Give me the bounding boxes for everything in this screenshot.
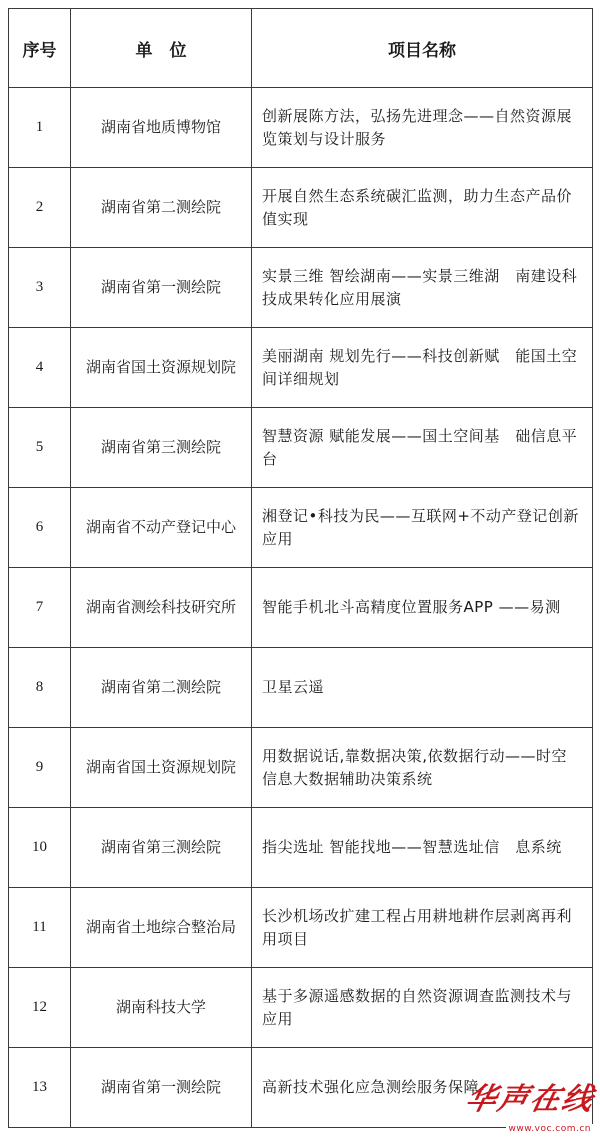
row-number: 3 [9, 248, 71, 328]
row-unit: 湖南省第三测绘院 [71, 408, 252, 488]
project-name-text: 创新展陈方法，弘扬先进理念——自然资源展览策划与设计服务 [262, 106, 573, 148]
header-no: 序号 [9, 9, 71, 88]
row-number: 8 [9, 648, 71, 728]
row-number: 2 [9, 168, 71, 248]
row-unit: 湖南省第三测绘院 [71, 808, 252, 888]
row-number: 12 [9, 968, 71, 1048]
table-row [9, 568, 593, 648]
table-row [9, 728, 593, 808]
row-unit: 湖南省地质博物馆 [71, 88, 252, 168]
project-table-container [8, 8, 592, 1128]
table-row [9, 808, 593, 888]
row-number: 10 [9, 808, 71, 888]
project-name-text: 用数据说话,靠数据决策,依数据行动——时空信息大数据辅助决策系统 [262, 746, 568, 788]
watermark-url: www.voc.com.cn [506, 1124, 595, 1134]
row-unit: 湖南科技大学 [71, 968, 252, 1048]
row-number: 9 [9, 728, 71, 808]
project-name-text: 实景三维 智绘湖南——实景三维湖 南建设科技成果转化应用展演 [262, 266, 578, 308]
project-name-text: 指尖选址 智能找地——智慧选址信 息系统 [262, 838, 562, 856]
row-project-name [252, 568, 593, 648]
row-project-name [252, 168, 593, 248]
row-number: 6 [9, 488, 71, 568]
row-unit: 湖南省国土资源规划院 [71, 328, 252, 408]
row-project-name [252, 248, 593, 328]
row-project-name [252, 648, 593, 728]
row-project-name [252, 968, 593, 1048]
row-number: 7 [9, 568, 71, 648]
table-row [9, 648, 593, 728]
table-row [9, 488, 593, 568]
row-project-name [252, 328, 593, 408]
row-unit: 湖南省第二测绘院 [71, 648, 252, 728]
project-name-text: 开展自然生态系统碳汇监测，助力生态产品价值实现 [262, 186, 573, 228]
table-body [9, 88, 593, 1128]
row-unit: 湖南省第一测绘院 [71, 1048, 252, 1128]
project-name-text: 智慧资源 赋能发展——国土空间基 础信息平台 [262, 426, 578, 468]
table-row [9, 1048, 593, 1128]
row-number: 1 [9, 88, 71, 168]
table-row [9, 968, 593, 1048]
table-row [9, 888, 593, 968]
project-name-text: 基于多源遥感数据的自然资源调查监测技术与应用 [262, 986, 573, 1028]
row-project-name [252, 728, 593, 808]
project-name-text: 美丽湖南 规划先行——科技创新赋 能国土空间详细规划 [262, 346, 578, 388]
project-name-text: 长沙机场改扩建工程占用耕地耕作层剥离再利用项目 [262, 906, 573, 948]
table-row [9, 408, 593, 488]
project-name-text: 卫星云遥 [262, 678, 325, 696]
table-header-row [9, 9, 593, 88]
watermark-logo: 华声在线 [462, 1082, 598, 1117]
row-project-name [252, 88, 593, 168]
row-unit: 湖南省土地综合整治局 [71, 888, 252, 968]
row-project-name [252, 488, 593, 568]
row-number: 4 [9, 328, 71, 408]
row-number: 13 [9, 1048, 71, 1128]
table-row [9, 168, 593, 248]
row-project-name [252, 1048, 593, 1128]
header-unit: 单 位 [71, 9, 252, 88]
row-unit: 湖南省测绘科技研究所 [71, 568, 252, 648]
project-name-text: 智能手机北斗高精度位置服务APP ——易测 [262, 598, 561, 616]
project-table [8, 8, 593, 1128]
table-row [9, 328, 593, 408]
row-number: 5 [9, 408, 71, 488]
table-row [9, 248, 593, 328]
project-name-text: 高新技术强化应急测绘服务保障 [262, 1078, 480, 1096]
row-project-name [252, 808, 593, 888]
row-project-name [252, 408, 593, 488]
table-row [9, 88, 593, 168]
row-unit: 湖南省第一测绘院 [71, 248, 252, 328]
row-project-name [252, 888, 593, 968]
row-unit: 湖南省国土资源规划院 [71, 728, 252, 808]
header-name: 项目名称 [252, 9, 593, 88]
row-unit: 湖南省不动产登记中心 [71, 488, 252, 568]
project-name-text: 湘登记•科技为民——互联网+不动产登记创新应用 [262, 506, 579, 548]
row-unit: 湖南省第二测绘院 [71, 168, 252, 248]
row-number: 11 [9, 888, 71, 968]
